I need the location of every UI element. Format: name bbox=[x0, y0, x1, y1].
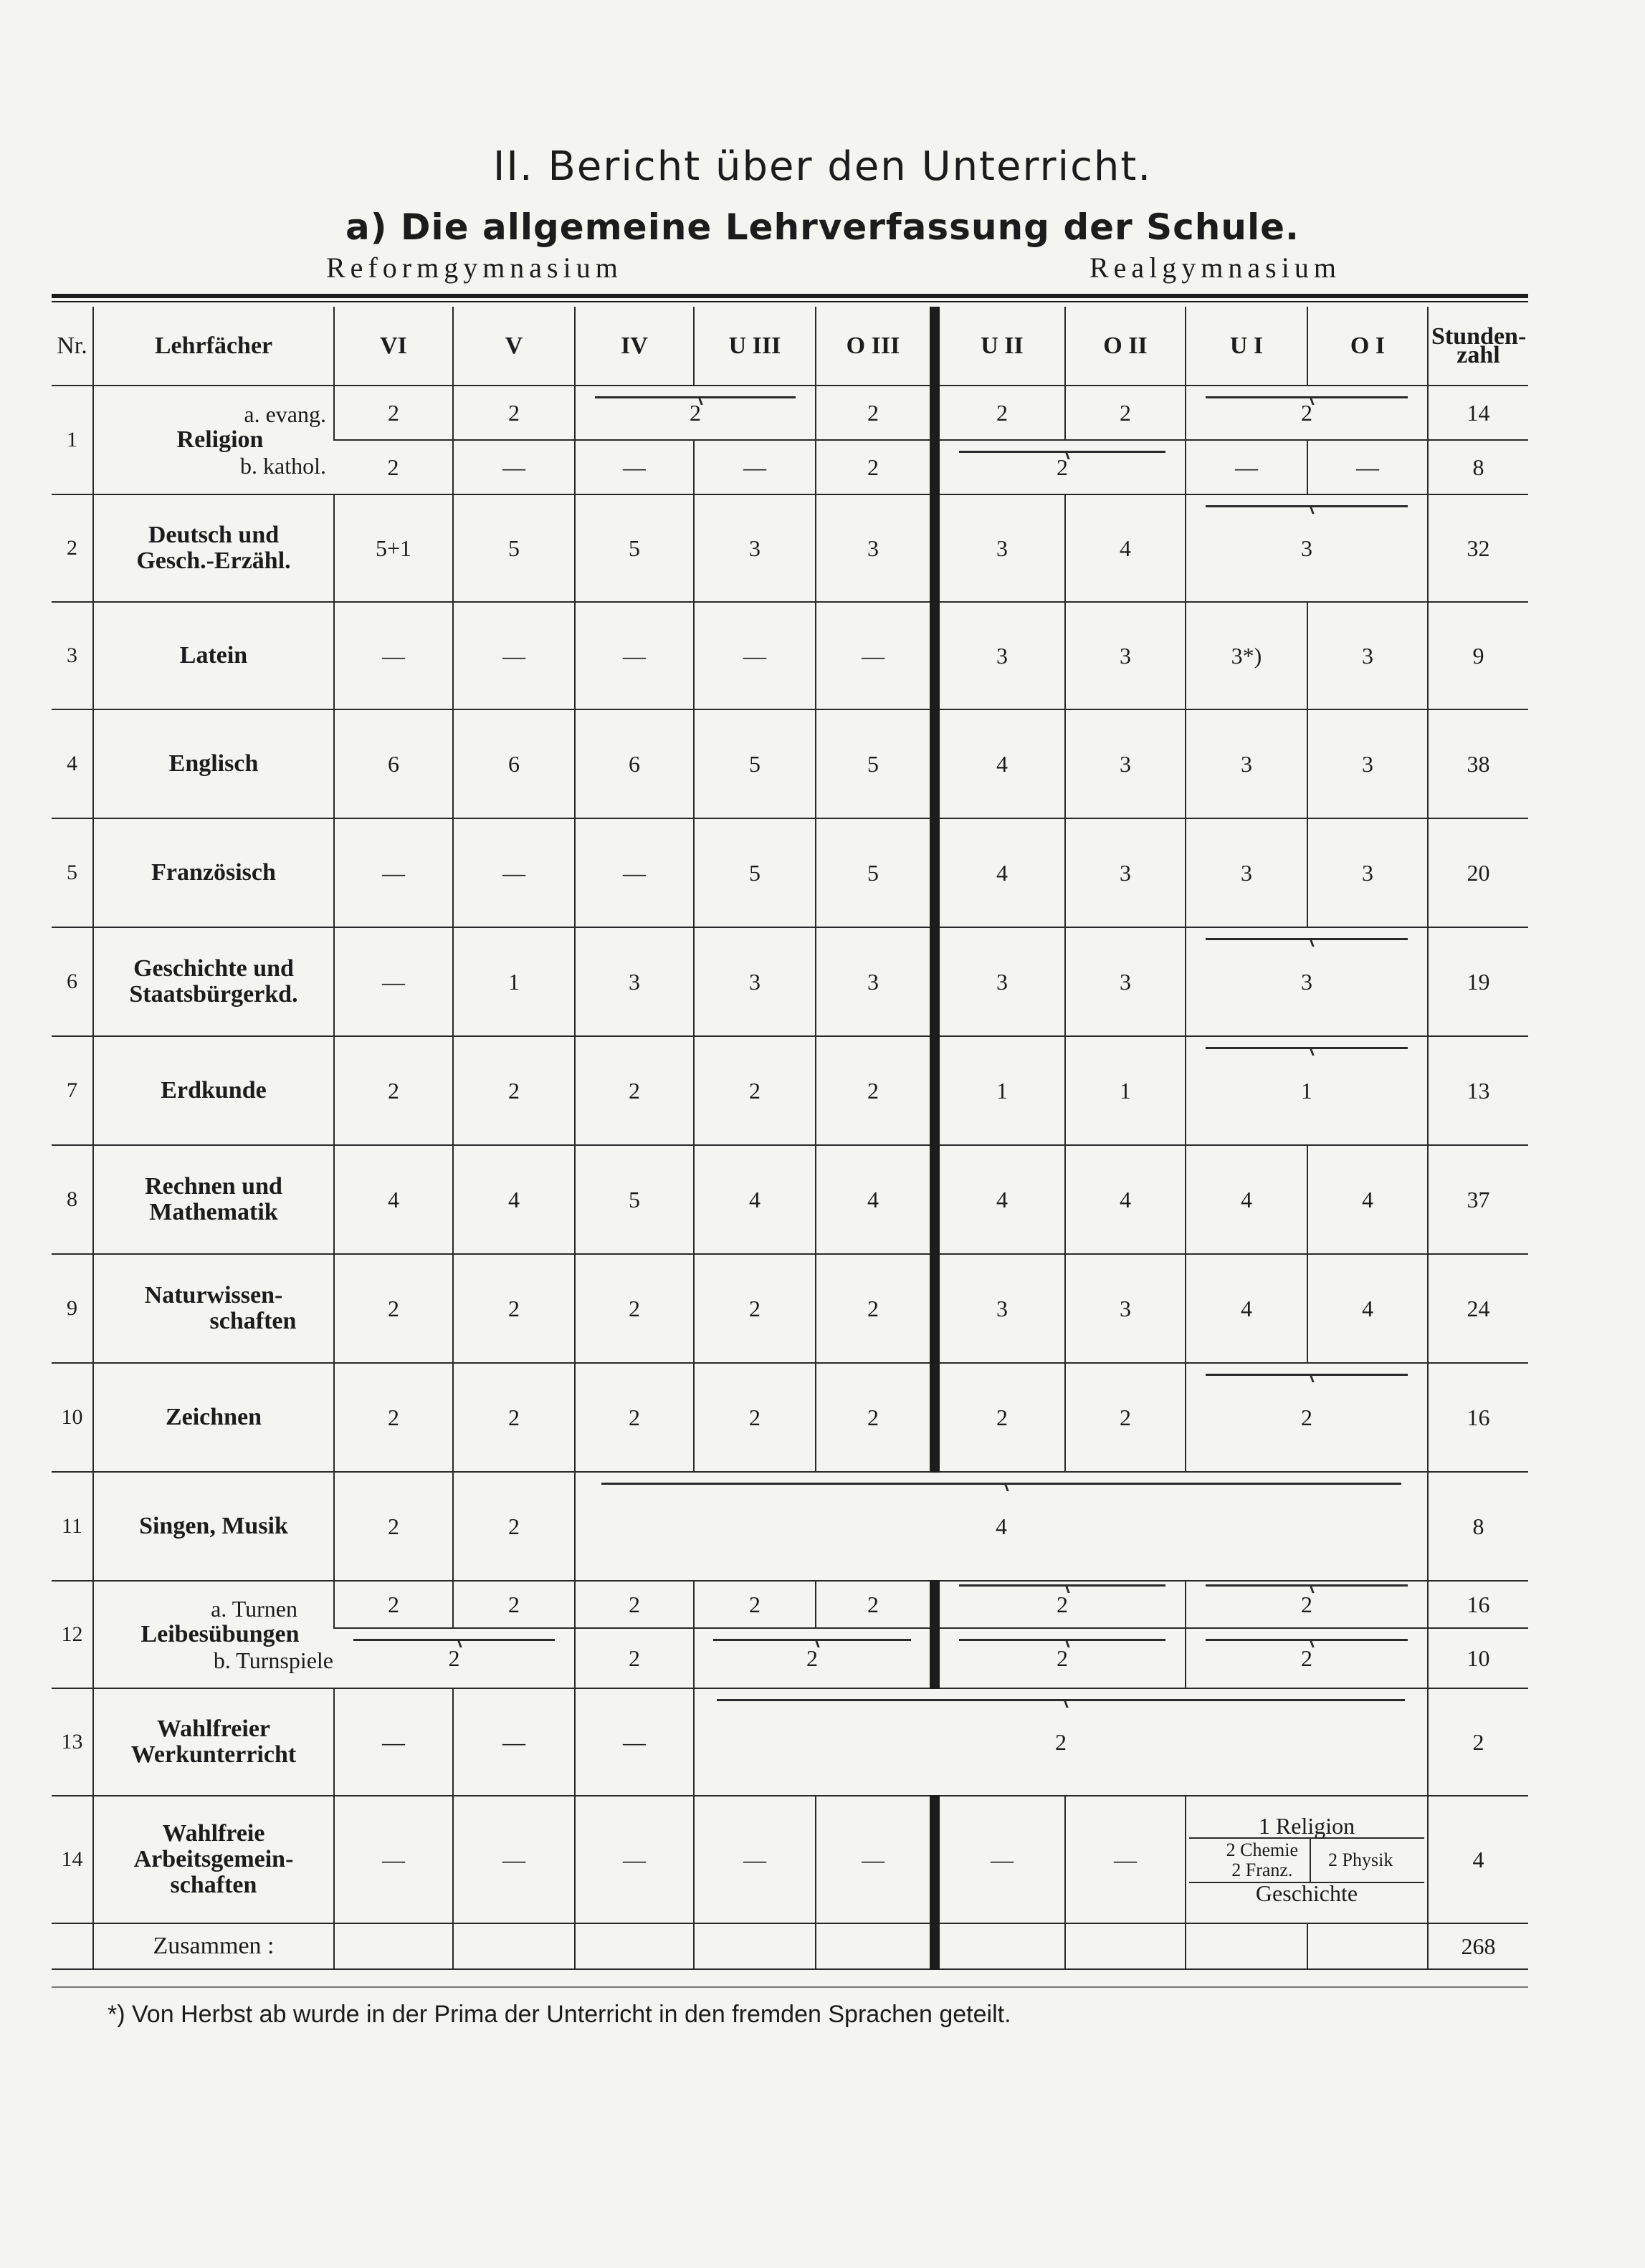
header-class-ui: U I bbox=[1186, 307, 1307, 386]
subject-sub-b: b. Turnspiele bbox=[213, 1647, 333, 1673]
brace-mark bbox=[353, 1639, 555, 1650]
header-nr: Nr. bbox=[52, 307, 93, 386]
cell-merged: 3 bbox=[1186, 927, 1428, 1036]
cell-value: — bbox=[453, 1796, 575, 1923]
cell-value: — bbox=[694, 440, 816, 494]
cell-value: 5 bbox=[575, 1145, 694, 1254]
cell-value: 2 bbox=[575, 1628, 694, 1688]
cell-value: 2 bbox=[334, 386, 453, 440]
cell-value: 4 bbox=[1065, 494, 1186, 602]
cell-value: 2 bbox=[334, 1363, 453, 1472]
cell-value: 4 bbox=[1186, 1254, 1307, 1363]
cell-value: 2 bbox=[334, 1472, 453, 1581]
cell-value: — bbox=[575, 1688, 694, 1796]
header-row bbox=[52, 307, 1528, 386]
header-class-uiii: U III bbox=[694, 307, 816, 386]
cell-total: 13 bbox=[1428, 1036, 1528, 1145]
cell-value: 2 bbox=[453, 1472, 575, 1581]
cell-value: — bbox=[334, 818, 453, 927]
cell-value: — bbox=[816, 602, 935, 709]
table-row-erdkunde bbox=[52, 1036, 1528, 1145]
summary-label: Zusammen : bbox=[93, 1923, 334, 1969]
cell-value: 3 bbox=[575, 927, 694, 1036]
header-hours-line2: zahl bbox=[1456, 341, 1500, 368]
subject-cell: Singen, Musik bbox=[93, 1472, 334, 1581]
cell-value: — bbox=[694, 1796, 816, 1923]
cell-value: 2 bbox=[453, 1036, 575, 1145]
cell-value: 3*) bbox=[1186, 602, 1307, 709]
cell-value: 3 bbox=[935, 927, 1065, 1036]
cell-value: 3 bbox=[816, 927, 935, 1036]
cell-value: 1 bbox=[935, 1036, 1065, 1145]
table-row-musik bbox=[52, 1472, 1528, 1581]
cell-value: 2 bbox=[816, 1036, 935, 1145]
cell-value: 2 bbox=[575, 1036, 694, 1145]
cell-total: 24 bbox=[1428, 1254, 1528, 1363]
cell-value: — bbox=[453, 602, 575, 709]
subject-name: Leibesübungen bbox=[140, 1621, 300, 1647]
cell-value: 2 bbox=[935, 1363, 1065, 1472]
ag-chemie-franz: 2 Chemie 2 Franz. bbox=[1226, 1839, 1299, 1880]
cell-value: 4 bbox=[935, 1145, 1065, 1254]
cell-value: 3 bbox=[694, 927, 816, 1036]
table-row-religion-evang bbox=[52, 386, 1528, 440]
subject-cell: Englisch bbox=[93, 709, 334, 818]
cell-value: — bbox=[816, 1796, 935, 1923]
cell-value: 3 bbox=[935, 494, 1065, 602]
cell-value: — bbox=[694, 602, 816, 709]
cell-value: 1 bbox=[453, 927, 575, 1036]
cell-merged: 2 bbox=[694, 1688, 1428, 1796]
cell-value: 2 bbox=[1065, 386, 1186, 440]
cell-value: 3 bbox=[1307, 818, 1428, 927]
cell-value: 3 bbox=[1307, 602, 1428, 709]
subject-cell: Französisch bbox=[93, 818, 334, 927]
row-number: 4 bbox=[52, 709, 93, 818]
table-row-geschichte bbox=[52, 927, 1528, 1036]
ag-geschichte: Geschichte bbox=[1255, 1880, 1358, 1906]
table-row-turnen bbox=[52, 1581, 1528, 1628]
cell-value: — bbox=[935, 1796, 1065, 1923]
cell-value: 3 bbox=[694, 494, 816, 602]
row-number: 10 bbox=[52, 1363, 93, 1472]
cell-value: — bbox=[334, 602, 453, 709]
cell-value: 2 bbox=[816, 1363, 935, 1472]
table-row-summary bbox=[52, 1923, 1528, 1969]
row-number: 1 bbox=[52, 386, 93, 494]
cell-merged: 2 bbox=[935, 1628, 1186, 1688]
cell-value: — bbox=[575, 602, 694, 709]
cell-value: 2 bbox=[935, 386, 1065, 440]
row-number: 14 bbox=[52, 1796, 93, 1923]
cell-value: — bbox=[453, 1688, 575, 1796]
subject-name: Religion bbox=[176, 426, 264, 453]
header-hours-line1: Stunden- bbox=[1431, 322, 1527, 350]
cell-total: 10 bbox=[1428, 1628, 1528, 1688]
cell-merged: 2 bbox=[334, 1628, 575, 1688]
ag-separator bbox=[1310, 1839, 1322, 1882]
cell-value: 4 bbox=[935, 709, 1065, 818]
subject-cell: Latein bbox=[93, 602, 334, 709]
brace-mark bbox=[959, 1584, 1165, 1595]
cell-value: 3 bbox=[816, 494, 935, 602]
cell-value: 3 bbox=[1065, 818, 1186, 927]
cell-total: 2 bbox=[1428, 1688, 1528, 1796]
cell-value: 2 bbox=[334, 440, 453, 494]
footnote-rule bbox=[52, 1986, 1528, 1988]
table-row-latein bbox=[52, 602, 1528, 709]
cell-value: — bbox=[453, 818, 575, 927]
cell-total: 4 bbox=[1428, 1796, 1528, 1923]
curriculum-table bbox=[52, 307, 1528, 1970]
cell-value: 2 bbox=[694, 1036, 816, 1145]
page-title: II. Bericht über den Unterricht. bbox=[492, 143, 1153, 190]
school-type-real: Realgymnasium bbox=[1089, 252, 1341, 284]
table-row-mathematik bbox=[52, 1145, 1528, 1254]
summary-total: 268 bbox=[1428, 1923, 1528, 1969]
brace-mark bbox=[959, 451, 1165, 461]
page-subtitle: a) Die allgemeine Lehrverfassung der Schule. bbox=[345, 206, 1300, 248]
header-subjects: Lehrfächer bbox=[93, 307, 334, 386]
cell-merged: 1 bbox=[1186, 1036, 1428, 1145]
row-number: 12 bbox=[52, 1581, 93, 1688]
brace-mark bbox=[717, 1699, 1406, 1710]
cell-value: 4 bbox=[694, 1145, 816, 1254]
cell-total: 16 bbox=[1428, 1363, 1528, 1472]
row-number: 13 bbox=[52, 1688, 93, 1796]
cell-value: 2 bbox=[575, 1254, 694, 1363]
subject-sub-b: b. kathol. bbox=[240, 453, 326, 479]
cell-value: 4 bbox=[453, 1145, 575, 1254]
header-class-uii: U II bbox=[935, 307, 1065, 386]
cell-value: 4 bbox=[1186, 1145, 1307, 1254]
brace-mark bbox=[1206, 938, 1408, 949]
cell-value: 2 bbox=[334, 1254, 453, 1363]
cell-total: 8 bbox=[1428, 1472, 1528, 1581]
cell-merged: 2 bbox=[575, 386, 816, 440]
cell-total: 14 bbox=[1428, 386, 1528, 440]
cell-total: 19 bbox=[1428, 927, 1528, 1036]
cell-merged: 2 bbox=[1186, 1628, 1428, 1688]
cell-merged: 4 bbox=[575, 1472, 1428, 1581]
cell-value: 2 bbox=[816, 386, 935, 440]
school-type-reform: Reformgymnasium bbox=[326, 252, 623, 284]
brace-mark bbox=[595, 396, 796, 407]
subject-cell bbox=[93, 1581, 334, 1688]
cell-total: 20 bbox=[1428, 818, 1528, 927]
cell-value: 3 bbox=[1307, 709, 1428, 818]
cell-value: 2 bbox=[453, 1363, 575, 1472]
subject-cell: Geschichte und Staatsbürgerkd. bbox=[93, 927, 334, 1036]
cell-total: 32 bbox=[1428, 494, 1528, 602]
subject-sub-a: a. evang. bbox=[244, 401, 326, 427]
cell-merged: 3 bbox=[1186, 494, 1428, 602]
subject-cell: Deutsch und Gesch.-Erzähl. bbox=[93, 494, 334, 602]
table-row-franzoesisch bbox=[52, 818, 1528, 927]
brace-mark bbox=[1206, 1639, 1408, 1650]
row-number: 8 bbox=[52, 1145, 93, 1254]
brace-mark bbox=[601, 1483, 1402, 1493]
cell-value: — bbox=[1307, 440, 1428, 494]
row-number: 3 bbox=[52, 602, 93, 709]
cell-merged: 2 bbox=[1186, 1363, 1428, 1472]
summary-nr-empty bbox=[52, 1923, 93, 1969]
cell-total: 37 bbox=[1428, 1145, 1528, 1254]
cell-value: 2 bbox=[453, 1254, 575, 1363]
brace-mark bbox=[1206, 505, 1408, 516]
cell-value: 2 bbox=[694, 1254, 816, 1363]
header-rule-thin bbox=[52, 301, 1528, 302]
cell-value: 3 bbox=[1065, 709, 1186, 818]
table-row-naturwissenschaften bbox=[52, 1254, 1528, 1363]
header-hours bbox=[1428, 307, 1528, 386]
cell-value: 5+1 bbox=[334, 494, 453, 602]
brace-mark bbox=[1206, 1374, 1408, 1384]
brace-mark bbox=[1206, 1047, 1408, 1058]
cell-value: — bbox=[334, 1796, 453, 1923]
subject-cell: Rechnen und Mathematik bbox=[93, 1145, 334, 1254]
cell-value: 4 bbox=[1065, 1145, 1186, 1254]
cell-value: 5 bbox=[816, 818, 935, 927]
cell-total: 8 bbox=[1428, 440, 1528, 494]
cell-value: 2 bbox=[694, 1581, 816, 1628]
row-number: 5 bbox=[52, 818, 93, 927]
header-class-v: V bbox=[453, 307, 575, 386]
brace-mark bbox=[1206, 396, 1408, 407]
header-class-iv: IV bbox=[575, 307, 694, 386]
header-class-oii: O II bbox=[1065, 307, 1186, 386]
cell-merged: 2 bbox=[935, 1581, 1186, 1628]
cell-value: 3 bbox=[1065, 602, 1186, 709]
header-class-oiii: O III bbox=[816, 307, 935, 386]
subject-cell: Erdkunde bbox=[93, 1036, 334, 1145]
table-row-zeichnen bbox=[52, 1363, 1528, 1472]
cell-value: — bbox=[1065, 1796, 1186, 1923]
cell-merged: 2 bbox=[935, 440, 1186, 494]
cell-value: 4 bbox=[935, 818, 1065, 927]
row-number: 6 bbox=[52, 927, 93, 1036]
footnote: *) Von Herbst ab wurde in der Prima der Unterricht in den fremden Sprachen geteilt. bbox=[108, 2001, 1011, 2028]
brace-mark bbox=[713, 1639, 911, 1650]
cell-merged: 2 bbox=[1186, 1581, 1428, 1628]
cell-value: — bbox=[334, 927, 453, 1036]
cell-value: 5 bbox=[816, 709, 935, 818]
cell-total: 9 bbox=[1428, 602, 1528, 709]
cell-value: 6 bbox=[334, 709, 453, 818]
cell-value: 6 bbox=[453, 709, 575, 818]
row-number: 7 bbox=[52, 1036, 93, 1145]
cell-value: 4 bbox=[1307, 1254, 1428, 1363]
cell-value: 5 bbox=[694, 818, 816, 927]
cell-value: 2 bbox=[816, 440, 935, 494]
cell-value: — bbox=[575, 818, 694, 927]
cell-value: 4 bbox=[1307, 1145, 1428, 1254]
cell-value: 3 bbox=[935, 1254, 1065, 1363]
cell-value: 2 bbox=[816, 1581, 935, 1628]
cell-merged: 2 bbox=[694, 1628, 935, 1688]
header-class-vi: VI bbox=[334, 307, 453, 386]
cell-value: — bbox=[575, 1796, 694, 1923]
cell-value: 4 bbox=[816, 1145, 935, 1254]
cell-value: 6 bbox=[575, 709, 694, 818]
cell-value: 5 bbox=[694, 709, 816, 818]
row-number: 11 bbox=[52, 1472, 93, 1581]
cell-value: 2 bbox=[453, 386, 575, 440]
cell-value: 2 bbox=[334, 1581, 453, 1628]
ag-science-row bbox=[1189, 1839, 1424, 1883]
cell-merged: 2 bbox=[1186, 386, 1428, 440]
cell-value: 2 bbox=[453, 1581, 575, 1628]
subject-cell: Zeichnen bbox=[93, 1363, 334, 1472]
brace-mark bbox=[959, 1639, 1165, 1650]
cell-arbeitsgemeinschaften bbox=[1186, 1796, 1428, 1923]
subject-cell: Wahlfreie Arbeitsgemein- schaften bbox=[93, 1796, 334, 1923]
cell-value: 3 bbox=[1065, 927, 1186, 1036]
table-row-arbeitsgemeinschaften bbox=[52, 1796, 1528, 1923]
cell-value: 1 bbox=[1065, 1036, 1186, 1145]
cell-value: 4 bbox=[334, 1145, 453, 1254]
cell-value: 5 bbox=[453, 494, 575, 602]
cell-total: 38 bbox=[1428, 709, 1528, 818]
cell-value: — bbox=[575, 440, 694, 494]
subject-cell bbox=[93, 386, 334, 494]
cell-value: 2 bbox=[816, 1254, 935, 1363]
cell-value: 5 bbox=[575, 494, 694, 602]
cell-value: 2 bbox=[575, 1581, 694, 1628]
header-class-oi: O I bbox=[1307, 307, 1428, 386]
row-number: 9 bbox=[52, 1254, 93, 1363]
subject-sub-a: a. Turnen bbox=[211, 1596, 297, 1622]
cell-value: 2 bbox=[1065, 1363, 1186, 1472]
row-number: 2 bbox=[52, 494, 93, 602]
cell-value: 2 bbox=[575, 1363, 694, 1472]
cell-value: 3 bbox=[935, 602, 1065, 709]
subject-cell: Wahlfreier Werkunterricht bbox=[93, 1688, 334, 1796]
header-rule bbox=[52, 294, 1528, 298]
cell-value: — bbox=[1186, 440, 1307, 494]
cell-total: 16 bbox=[1428, 1581, 1528, 1628]
cell-value: 2 bbox=[694, 1363, 816, 1472]
cell-value: — bbox=[453, 440, 575, 494]
table-row-deutsch bbox=[52, 494, 1528, 602]
cell-value: 3 bbox=[1186, 818, 1307, 927]
ag-religion: 1 Religion bbox=[1189, 1816, 1424, 1839]
cell-value: — bbox=[334, 1688, 453, 1796]
cell-value: 3 bbox=[1186, 709, 1307, 818]
ag-physik: 2 Physik bbox=[1328, 1850, 1393, 1870]
brace-mark bbox=[1206, 1584, 1408, 1595]
cell-value: 2 bbox=[334, 1036, 453, 1145]
subject-cell: Naturwissen- schaften bbox=[93, 1254, 334, 1363]
table-row-englisch bbox=[52, 709, 1528, 818]
cell-value: 3 bbox=[1065, 1254, 1186, 1363]
table-row-werkunterricht bbox=[52, 1688, 1528, 1796]
